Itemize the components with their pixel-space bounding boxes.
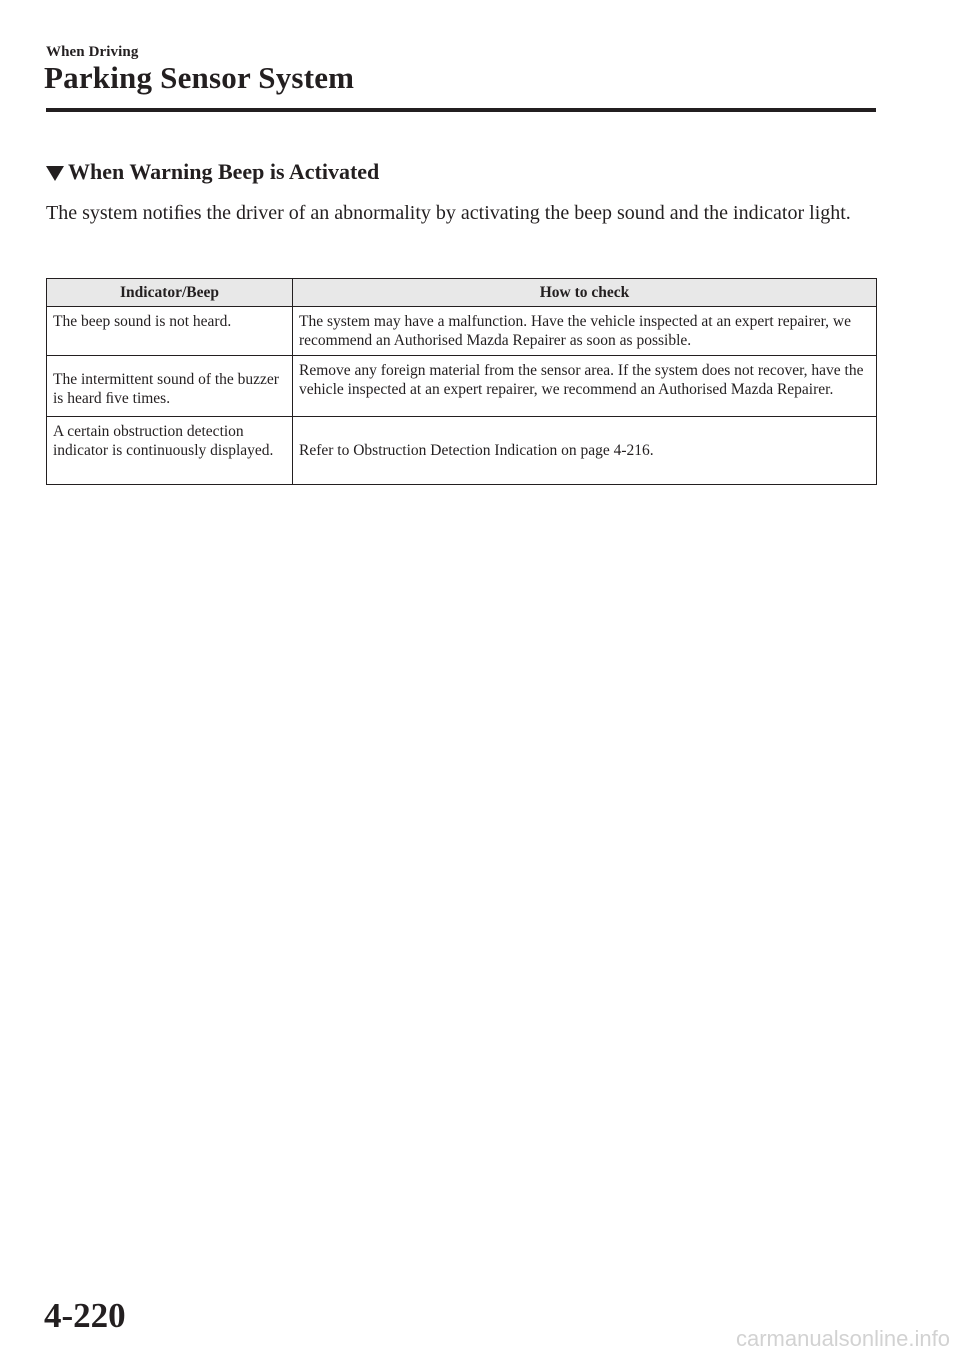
triangle-down-icon [46,166,64,181]
table-header-row [47,279,877,307]
how-to-check-cell: The system may have a malfunction. Have the vehicle inspected at an expert repairer, we recommend an Authorised Mazda Repairer as soon as possible. [293,307,877,356]
table-row [47,417,877,485]
page-title: Parking Sensor System [44,60,355,95]
column-header-how-to-check: How to check [293,279,877,307]
intro-paragraph: The system notiﬁes the driver of an abnormality by activating the beep sound and the indicator light. [46,202,851,224]
indicator-cell: A certain obstruction detection indicator is continuously displayed. [47,417,293,485]
page-number: 4-220 [44,1296,126,1335]
indicator-cell: The intermittent sound of the buzzer is heard ﬁve times. [47,356,293,417]
section-kicker: When Driving [46,44,139,60]
how-to-check-cell: Refer to Obstruction Detection Indication on page 4-216. [293,417,877,485]
column-header-indicator: Indicator/Beep [47,279,293,307]
title-rule [46,108,876,112]
how-to-check-cell: Remove any foreign material from the sensor area. If the system does not recover, have the vehicle inspected at an expert repairer, we recommend an Authorised Mazda Repairer. [293,356,877,417]
section-heading [46,159,379,185]
table-row [47,307,877,356]
table-row [47,356,877,417]
check-table [46,278,877,485]
watermark: carmanualsonline.info [735,1326,950,1351]
indicator-cell: The beep sound is not heard. [47,307,293,356]
section-heading-text: When Warning Beep is Activated [68,159,380,184]
